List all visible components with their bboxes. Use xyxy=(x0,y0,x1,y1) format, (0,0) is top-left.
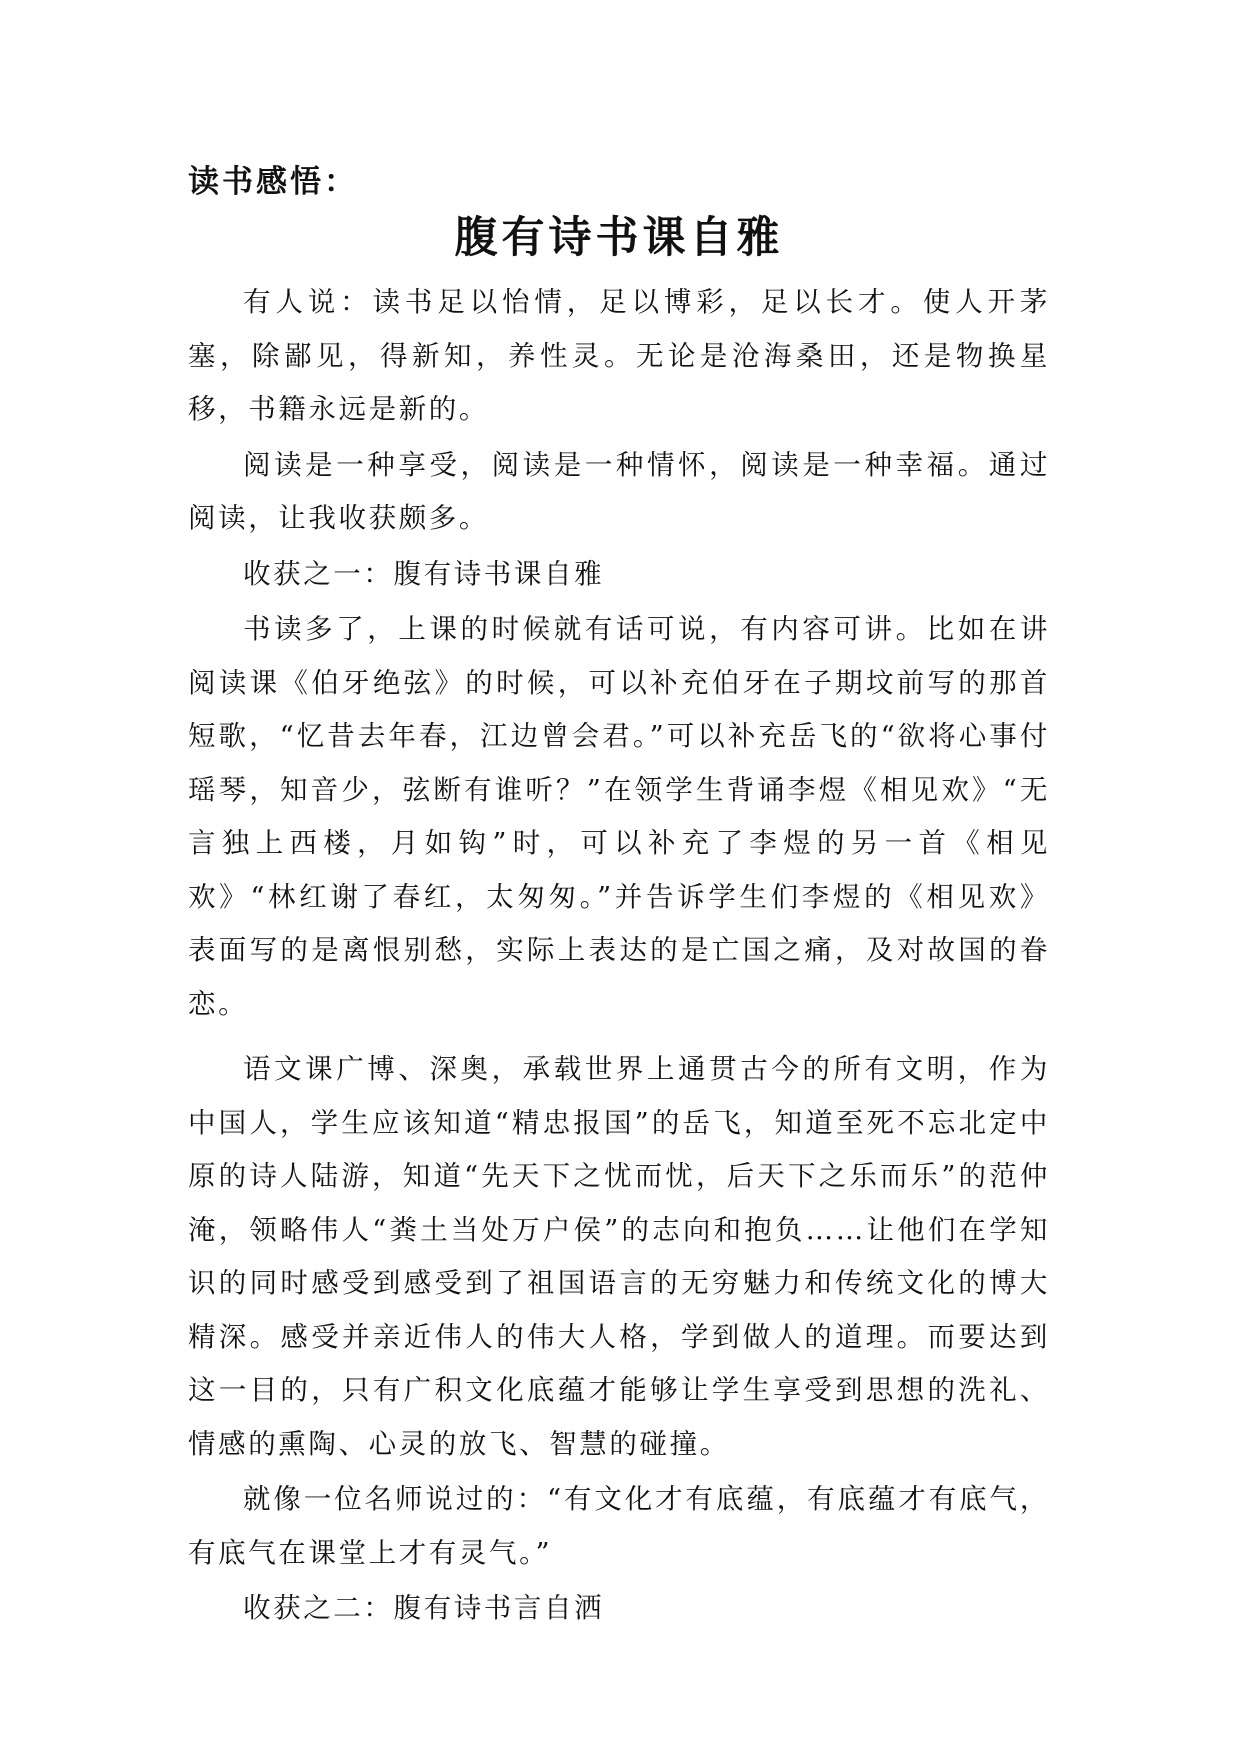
paragraph-reading-joy: 阅读是一种享受，阅读是一种情怀，阅读是一种幸福。通过阅读，让我收获颇多。 xyxy=(188,448,1050,534)
document-page xyxy=(188,160,1050,1636)
document-title: 腹有诗书课自雅 xyxy=(454,213,784,263)
section-label: 读书感悟： xyxy=(188,164,358,200)
heading-gain-one: 收获之一：腹有诗书课自雅 xyxy=(243,557,605,590)
paragraph-class-examples: 书读多了，上课的时候就有话可说，有内容可讲。比如在讲阅读课《伯牙绝弦》的时候，可以补充伯牙在子期坟前写的那首短歌，“忆昔去年春，江边曾会君。”可以补充岳飞的“欲将心事付瑶琴，知音少，弦断有谁听？”在领学生背诵李煜《相见欢》“无言独上西楼，月如钩”时，可以补充了李煜的另一首《相见欢》“林红谢了春红，太匆匆。”并告诉学生们李煜的《相见欢》表面写的是离恨别愁，实际上表达的是亡国之痛，及对故国的眷恋。 xyxy=(188,613,1050,1020)
paragraph-teacher-quote: 就像一位名师说过的：“有文化才有底蕴，有底蕴才有底气，有底气在课堂上才有灵气。” xyxy=(188,1483,1050,1569)
heading-gain-two: 收获之二：腹有诗书言自洒 xyxy=(243,1592,605,1624)
paragraph-intro: 有人说：读书足以怡情，足以博彩，足以长才。使人开茅塞，除鄙见，得新知，养性灵。无论是沧海桑田，还是物换星移，书籍永远是新的。 xyxy=(188,286,1050,425)
paragraph-chinese-class: 语文课广博、深奥，承载世界上通贯古今的所有文明，作为中国人，学生应该知道“精忠报国”的岳飞，知道至死不忘北定中原的诗人陆游，知道“先天下之忧而忧，后天下之乐而乐”的范仲淹，领略伟人“粪土当处万户侯”的志向和抱负……让他们在学知识的同时感受到感受到了祖国语言的无穷魅力和传统文化的博大精深。感受并亲近伟人的伟大人格，学到做人的道理。而要达到这一目的，只有广积文化底蕴才能够让学生享受到思想的洗礼、情感的熏陶、心灵的放飞、智慧的碰撞。 xyxy=(188,1053,1050,1460)
